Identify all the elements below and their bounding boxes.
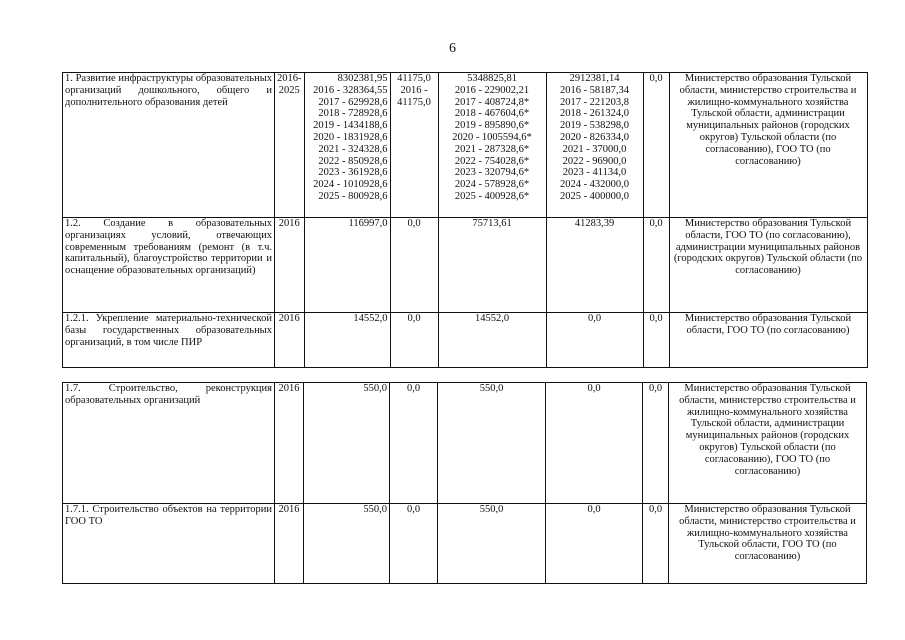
federal-funding-cell-line: 41175,0 <box>397 73 431 84</box>
table-row <box>63 73 868 218</box>
regional-funding-cell <box>438 504 546 584</box>
period-cell <box>275 218 305 313</box>
period-cell-line: 2016 <box>278 313 300 324</box>
activity-name: 1. Развитие инфраструктуры образовательных организаций дошкольного, общего и дополнительного образования детей <box>63 73 275 218</box>
local-funding-cell-line: 2018 - 261324,0 <box>559 108 630 120</box>
federal-funding-cell-line: 2016 - <box>400 84 428 96</box>
total-funding-cell-line: 550,0 <box>363 504 387 515</box>
regional-funding-cell <box>438 383 546 504</box>
other-funding-cell: 0,0 <box>643 218 669 313</box>
total-funding-cell-line: 2016 - 328364,55 <box>313 84 388 96</box>
regional-funding-cell-line: 2021 - 287328,6* <box>454 143 530 155</box>
period-cell-line: 2016- <box>277 73 302 84</box>
table-row <box>63 313 868 368</box>
regional-funding-cell-line: 2022 - 754028,6* <box>454 155 530 167</box>
period-cell <box>275 73 305 218</box>
regional-funding-cell-line: 2019 - 895890,6* <box>454 120 530 132</box>
regional-funding-cell-line: 2018 - 467604,6* <box>454 108 530 120</box>
regional-funding-cell-line: 2024 - 578928,6* <box>454 179 530 191</box>
responsible-cell: Министерство образования Тульской области, министерство строительства и жилищно-коммунального хозяйства Тульской области, администрации муниципальных районов (городских округов) Тульской области (по согласованию), ГОО ТО (по согласованию) <box>669 383 867 504</box>
total-funding-cell <box>304 504 390 584</box>
regional-funding-cell-line: 550,0 <box>479 383 504 394</box>
activity-name: 1.7.1. Строительство объектов на территории ГОО ТО <box>63 504 275 584</box>
federal-funding-cell-line: 0,0 <box>406 504 421 515</box>
regional-funding-cell <box>438 73 546 218</box>
total-funding-cell-line: 2023 - 361928,6 <box>318 167 388 179</box>
regional-funding-cell-line: 2017 - 408724,8* <box>454 96 530 108</box>
total-funding-cell <box>304 313 390 368</box>
total-funding-cell-line: 8302381,95 <box>337 73 388 84</box>
federal-funding-cell <box>390 383 438 504</box>
regional-funding-cell-line: 2025 - 400928,6* <box>454 190 530 202</box>
other-funding-cell: 0,0 <box>643 73 669 218</box>
total-funding-cell <box>304 383 390 504</box>
responsible-cell: Министерство образования Тульской области, ГОО ТО (по согласованию), администрации муниципальных районов (городских округов) Тульской области (по согласованию) <box>669 218 867 313</box>
responsible-cell: Министерство образования Тульской области, ГОО ТО (по согласованию) <box>669 313 867 368</box>
period-cell-line: 2016 <box>278 218 300 229</box>
regional-funding-cell-line: 14552,0 <box>474 313 510 324</box>
activity-name: 1.2. Создание в образовательных организациях условий, отвечающих современным требованиям (ремонт (в т.ч. капитальный), благоустройство территории и оснащение образовательных организаций) <box>63 218 275 313</box>
local-funding-cell-line: 0,0 <box>587 313 602 324</box>
total-funding-cell-line: 2024 - 1010928,6 <box>313 179 388 191</box>
local-funding-cell-line: 0,0 <box>587 383 601 394</box>
local-funding-cell <box>546 313 643 368</box>
local-funding-cell <box>546 218 643 313</box>
regional-funding-cell-line: 2023 - 320794,6* <box>454 167 530 179</box>
local-funding-cell-line: 2912381,14 <box>569 73 620 84</box>
total-funding-cell-line: 2021 - 324328,6 <box>318 143 388 155</box>
funding-table-bottom <box>62 382 867 584</box>
other-funding-cell: 0,0 <box>643 383 669 504</box>
local-funding-cell-line: 2020 - 826334,0 <box>559 131 630 143</box>
federal-funding-cell <box>390 504 438 584</box>
total-funding-cell-line: 2020 - 1831928,6 <box>313 131 388 143</box>
regional-funding-cell-line: 550,0 <box>479 504 504 515</box>
table-row <box>63 383 867 504</box>
period-cell-line: 2025 <box>278 84 300 96</box>
local-funding-cell-line: 41283,39 <box>574 218 615 229</box>
local-funding-cell <box>546 383 643 504</box>
regional-funding-cell <box>438 313 546 368</box>
total-funding-cell-line: 14552,0 <box>353 313 388 324</box>
total-funding-cell <box>304 218 390 313</box>
total-funding-cell-line: 2022 - 850928,6 <box>318 155 388 167</box>
local-funding-cell-line: 2022 - 96900,0 <box>562 155 627 167</box>
federal-funding-cell-line: 41175,0 <box>397 96 431 108</box>
table-row <box>63 218 868 313</box>
local-funding-cell-line: 0,0 <box>587 504 601 515</box>
responsible-cell: Министерство образования Тульской области, министерство строительства и жилищно-коммунального хозяйства Тульской области, ГОО ТО (по согласованию) <box>669 504 867 584</box>
total-funding-cell <box>304 73 390 218</box>
regional-funding-cell-line: 75713,61 <box>472 218 512 229</box>
total-funding-cell-line: 116997,0 <box>348 218 388 229</box>
regional-funding-cell-line: 2016 - 229002,21 <box>454 84 530 96</box>
local-funding-cell-line: 2025 - 400000,0 <box>559 190 630 202</box>
period-cell <box>275 383 304 504</box>
other-funding-cell: 0,0 <box>643 313 669 368</box>
period-cell-line: 2016 <box>278 383 300 394</box>
period-cell-line: 2016 <box>278 504 300 515</box>
federal-funding-cell <box>390 218 438 313</box>
total-funding-cell-line: 2017 - 629928,6 <box>318 96 388 108</box>
federal-funding-cell-line: 0,0 <box>406 383 421 394</box>
period-cell <box>275 504 304 584</box>
activity-name: 1.2.1. Укрепление материально-технической базы государственных образовательных организаций, в том числе ПИР <box>63 313 275 368</box>
total-funding-cell-line: 550,0 <box>363 383 387 394</box>
regional-funding-cell <box>438 218 546 313</box>
regional-funding-cell-line: 2020 - 1005594,6* <box>452 131 532 143</box>
regional-funding-cell-line: 5348825,81 <box>467 73 517 84</box>
federal-funding-cell <box>390 73 438 218</box>
total-funding-cell-line: 2018 - 728928,6 <box>318 108 388 120</box>
total-funding-cell-line: 2025 - 800928,6 <box>318 190 388 202</box>
total-funding-cell-line: 2019 - 1434188,6 <box>313 120 388 132</box>
local-funding-cell <box>546 504 643 584</box>
page-number: 6 <box>449 41 456 56</box>
federal-funding-cell <box>390 313 438 368</box>
local-funding-cell-line: 2021 - 37000,0 <box>562 143 627 155</box>
responsible-cell: Министерство образования Тульской области, министерство строительства и жилищно-коммунального хозяйства Тульской области, администрации муниципальных районов (городских округов) Тульской области (по согласованию), ГОО ТО (по согласованию) <box>669 73 867 218</box>
activity-name: 1.7. Строительство, реконструкция образовательных организаций <box>63 383 275 504</box>
funding-table-top <box>62 72 868 368</box>
local-funding-cell <box>546 73 643 218</box>
other-funding-cell: 0,0 <box>643 504 669 584</box>
federal-funding-cell-line: 0,0 <box>407 313 421 324</box>
local-funding-cell-line: 2016 - 58187,34 <box>559 84 630 96</box>
local-funding-cell-line: 2019 - 538298,0 <box>559 120 630 132</box>
period-cell <box>275 313 305 368</box>
federal-funding-cell-line: 0,0 <box>407 218 421 229</box>
local-funding-cell-line: 2023 - 41134,0 <box>562 167 627 179</box>
local-funding-cell-line: 2024 - 432000,0 <box>559 179 630 191</box>
table-row <box>63 504 867 584</box>
local-funding-cell-line: 2017 - 221203,8 <box>559 96 630 108</box>
